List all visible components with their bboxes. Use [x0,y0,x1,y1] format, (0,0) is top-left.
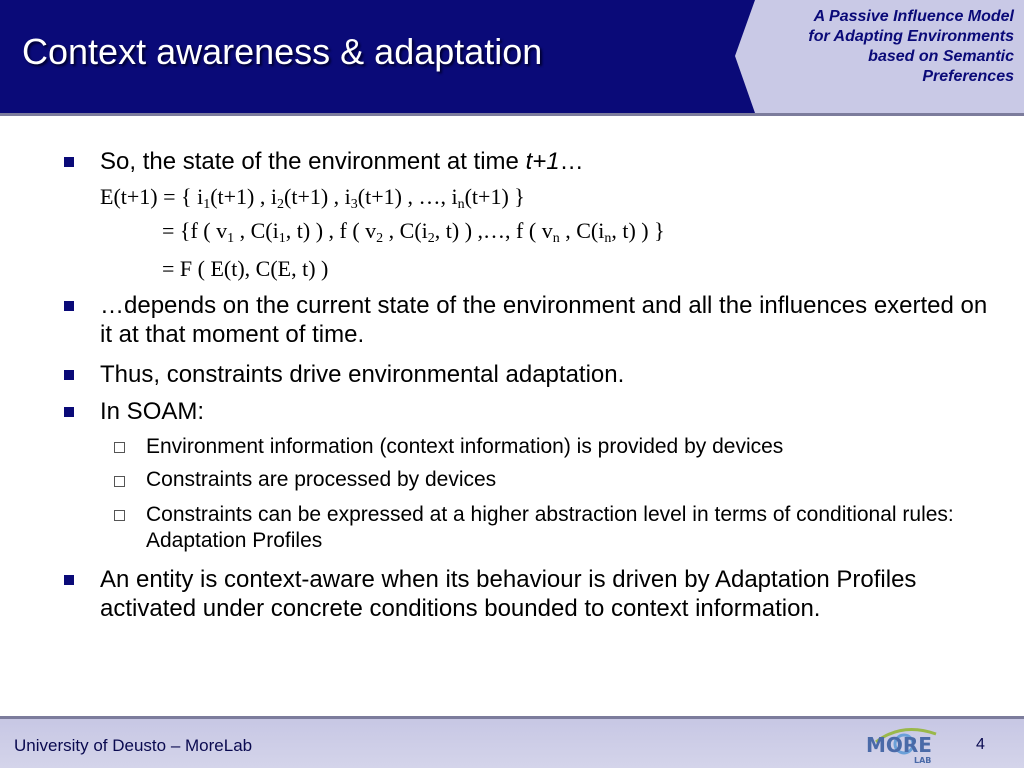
bullet-square-icon [64,301,74,311]
subtitle-line: based on Semantic [868,48,1014,65]
presentation-subtitle [734,7,1014,87]
header-divider [0,113,1024,116]
sub-bullet-square-icon [114,442,125,453]
bullet-state-of-environment [100,147,990,176]
bullet-square-icon [64,407,74,417]
sub-bullet-square-icon [114,510,125,521]
bullet-square-icon [64,370,74,380]
logo-main-text: MORE [866,733,932,757]
bullet-context-aware-entity: An entity is context-aware when its behaviour is driven by Adaptation Profiles activated under concrete conditions bounded to context information. [100,566,917,622]
sub-item-environment-info: Environment information (context information) is provided by devices [146,435,784,458]
bullet-depends: …depends on the current state of the environment and all the influences exerted on it at that moment of time. [100,292,988,348]
sub-item-constraints-expressed: Constraints can be expressed at a higher abstraction level in terms of conditional rules: Adaptation Profiles [146,503,954,552]
slide-header [0,0,1024,113]
footer-institution: University of Deusto – MoreLab [14,736,253,755]
formula-line-2: = {f ( $v_1$ , $C(i_1$, t) ) , f ( $v_2$ , $C(i_2$, t) ) ,…, f ( $v_n$ , $C(i_n$, t) ) } [162,218,665,246]
logo-sub-text: LAB [914,756,932,765]
page-number: 4 [976,736,985,753]
formula-line-1: E(t+1) = { $i_1(t+1)$ , $i_2(t+1)$ , $i_3(t+1)$ , …, $i_n(t+1)$ } [100,184,525,212]
subtitle-line: for Adapting Environments [808,28,1014,45]
bullet-italic-text: t+1 [525,148,560,175]
formula-line-3: = F ( E(t), C(E, t) ) [162,256,329,281]
sub-item-constraints-processed: Constraints are processed by devices [146,468,497,491]
bullet-text: … [559,148,584,175]
slide-title: Context awareness & adaptation [22,31,543,72]
bullet-constraints-drive: Thus, constraints drive environmental adaptation. [100,361,625,388]
morelab-logo [862,720,948,766]
bullet-text: So, the state of the environment at time [100,148,526,175]
bullet-square-icon [64,575,74,585]
bullet-square-icon [64,157,74,167]
sub-bullet-square-icon [114,476,125,487]
subtitle-line: Preferences [922,68,1014,85]
subtitle-line: A Passive Influence Model [813,8,1014,25]
bullet-in-soam: In SOAM: [100,398,205,425]
